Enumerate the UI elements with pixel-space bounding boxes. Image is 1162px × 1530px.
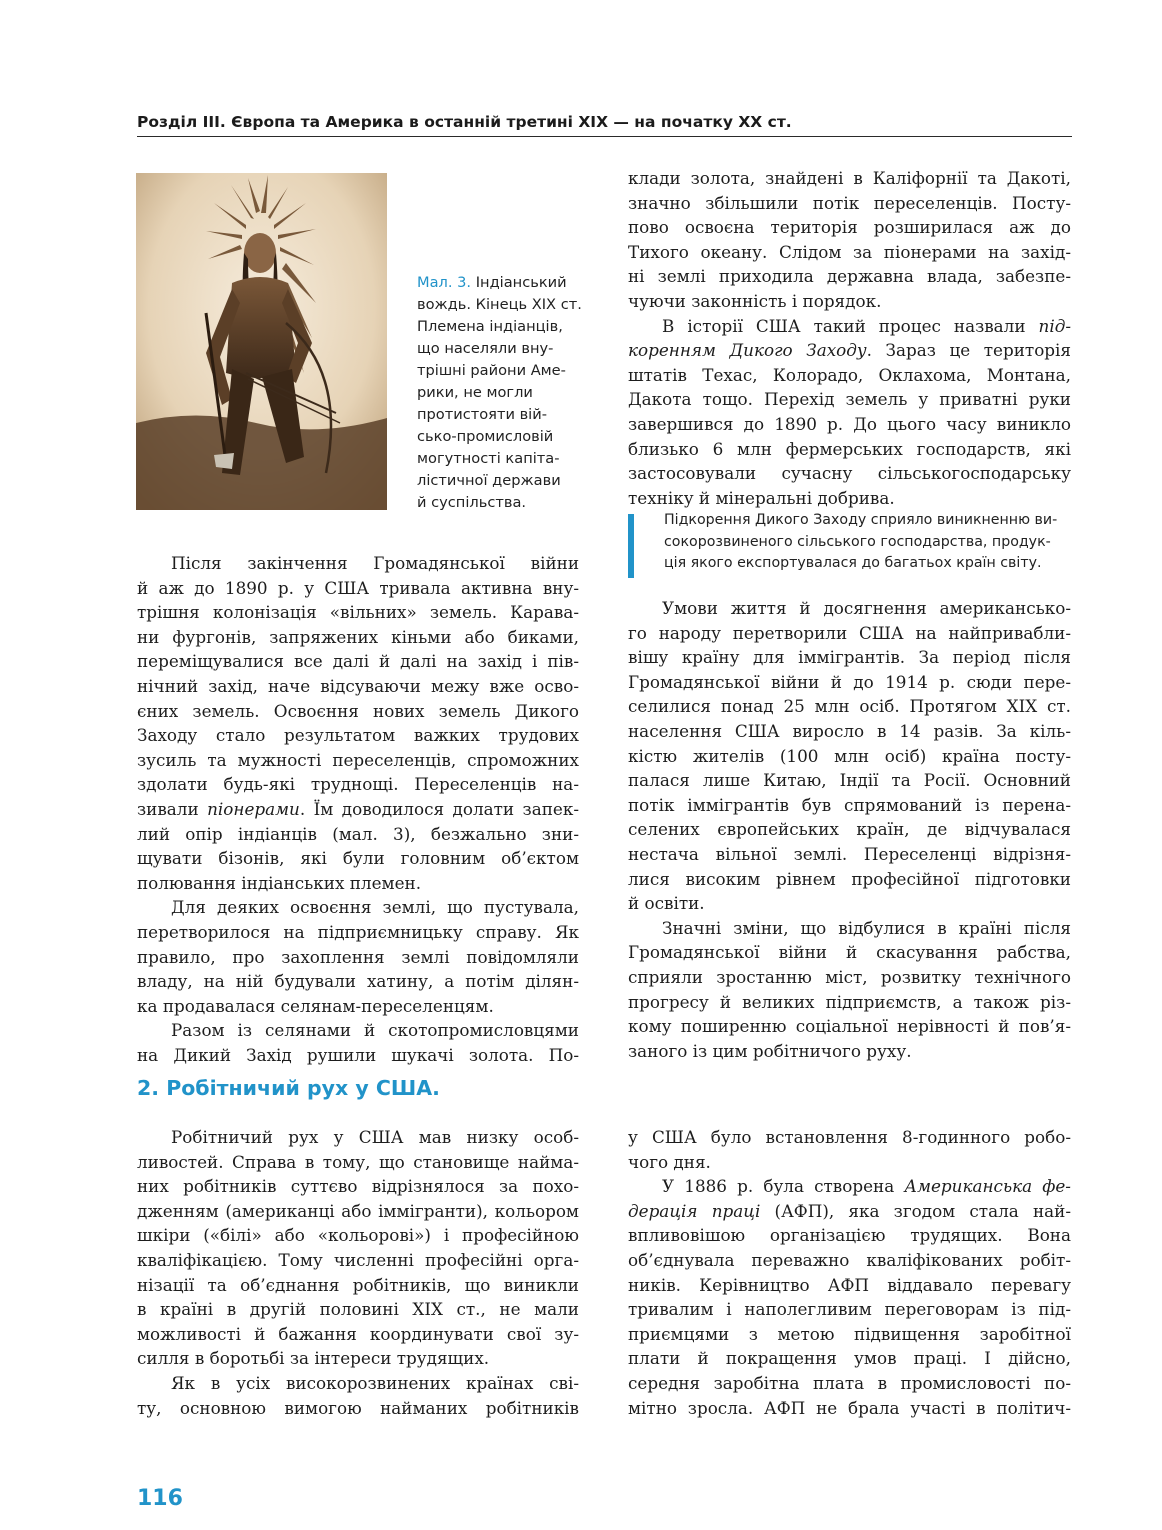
- text-line: й освіти.: [628, 893, 705, 914]
- caption-line: трішні райони Аме-: [417, 362, 566, 379]
- text-line: Після закінчення Громадянської війни: [171, 553, 579, 573]
- text-line: пово освоєна територія розширилася аж до: [628, 217, 1071, 238]
- text-line: ка продавалася селянам-переселенцям.: [137, 995, 494, 1016]
- header-rule: [137, 136, 1072, 137]
- text-line: єних земель. Освоєння нових земель Дикого: [137, 700, 579, 721]
- text-line: ливостей. Справа в тому, що становище найма-: [137, 1151, 579, 1172]
- caption-line: вождь. Кінець XIX ст.: [417, 296, 582, 313]
- text-line: переміщувалися все далі й далі на захід і пів-: [137, 651, 579, 672]
- text-line: трішня колонізація «вільних» земель. Карава-: [137, 602, 579, 623]
- left-column-top: [137, 551, 579, 1067]
- italic-term: коренням Дикого Заходу: [628, 340, 867, 361]
- text-line: щувати бізонів, які були головним об’єктом: [137, 848, 579, 869]
- note-line: Підкорення Дикого Заходу сприяло виникненню ви-: [664, 512, 1058, 528]
- text-line: Значні зміни, що відбулися в країні після: [662, 917, 1071, 938]
- text-line: ни фургонів, запряжених кіньми або биками,: [137, 626, 579, 647]
- text-line: чого дня.: [628, 1151, 711, 1172]
- text-line: палася лише Китаю, Індії та Росії. Основний: [628, 770, 1071, 791]
- text-line: прогресу й великих підприємств, а також різ-: [628, 991, 1071, 1012]
- page-number: 116: [137, 1486, 183, 1511]
- text-line: зивали піонерами. Їм доводилося долати запек-: [137, 798, 579, 819]
- note-line: сокорозвиненого сільського господарства, продук-: [664, 533, 1051, 550]
- text-line: кому поширенню соціальної нерівності й пов’я-: [628, 1016, 1071, 1037]
- text-line: Заходу стало результатом важких трудових: [137, 725, 579, 746]
- text-line: Громадянської війни й до 1914 р. сюди пере-: [628, 671, 1071, 692]
- text-line: ників. Керівництво АФП віддавало перевагу: [628, 1274, 1071, 1295]
- text-line: Тихого океану. Слідом за піонерами на захід-: [628, 241, 1071, 262]
- text-line: й аж до 1890 р. у США тривала активна вну-: [137, 577, 579, 598]
- text-line: здолати будь-які труднощі. Переселенців на-: [137, 774, 579, 795]
- caption-line: що населяли вну-: [417, 340, 554, 357]
- text-line: кваліфікацією. Тому численні професійні орга-: [137, 1249, 579, 1270]
- note-text: [664, 510, 1078, 575]
- note-accent-bar: [628, 514, 634, 578]
- italic-term: під-: [1038, 315, 1071, 336]
- text-line: дженням (американці або іммігранти), кольором: [137, 1200, 579, 1221]
- right-column-bottom: [628, 1125, 1071, 1420]
- text-line: лий опір індіанців (мал. 3), безжально зни-: [137, 823, 579, 844]
- text-line: в країні в другій половині XIX ст., не мали: [137, 1299, 579, 1320]
- text-line: населення США виросло в 14 разів. За кіль-: [628, 720, 1071, 741]
- text-line: приємцями з метою підвищення заробітної: [628, 1323, 1071, 1344]
- text-line: У 1886 р. була створена Американська фе-: [662, 1176, 1071, 1197]
- text-line: дерація праці (АФП), яка згодом стала най-: [628, 1200, 1071, 1221]
- text-line: ту, основною вимогою найманих робітників: [137, 1397, 579, 1418]
- text-line: значно збільшили потік переселенців. Посту-: [628, 192, 1071, 213]
- text-line: чуючи законність і порядок.: [628, 290, 882, 311]
- text-line: зусиль та мужності переселенців, спроможних: [137, 749, 579, 770]
- right-column-top: [628, 166, 1071, 510]
- text-line: тривалим і наполегливим переговорам із під-: [628, 1299, 1071, 1320]
- text-line: застосовували сучасну сільськогосподарську: [628, 463, 1071, 484]
- text-line: лися високим рівнем професійної підготовки: [628, 868, 1071, 889]
- text-line: го народу перетворили США на найпривабли-: [628, 622, 1071, 643]
- text-line: сприяли зростанню міст, розвитку технічного: [628, 966, 1071, 987]
- text-line: нічний захід, наче відсуваючи межу вже осво-: [137, 675, 579, 696]
- text-line: об’єднувала переважно кваліфікованих робіт-: [628, 1249, 1071, 1270]
- text-line: селених європейських країн, де відчувалася: [628, 819, 1071, 840]
- caption-line: рики, не могли: [417, 384, 533, 401]
- text-line: нестача вільної землі. Переселенці відрізня-: [628, 843, 1071, 864]
- text-line: на Дикий Захід рушили шукачі золота. По-: [137, 1044, 579, 1065]
- text-line: плати й покращення умов праці. І дійсно,: [628, 1348, 1071, 1369]
- text-line: В історії США такий процес назвали під-: [662, 315, 1071, 336]
- text-line: вішу країну для іммігрантів. За період після: [628, 647, 1071, 668]
- text-line: близько 6 млн фермерських господарств, які: [628, 438, 1071, 459]
- text-line: клади золота, знайдені в Каліфорнії та Дакоті,: [628, 168, 1071, 188]
- text-line: заного із цим робітничого руху.: [628, 1040, 912, 1061]
- text-line: нізації та об’єднання робітників, що виникли: [137, 1274, 579, 1295]
- text-line: у США було встановлення 8-годинного робо-: [628, 1127, 1071, 1147]
- text-line: Дакота тощо. Перехід земель у приватні руки: [628, 389, 1071, 410]
- running-header: Розділ III. Європа та Америка в останній третині XIX — на початку XX ст.: [137, 113, 792, 131]
- note-line: ція якого експортувалася до багатьох країн світу.: [664, 555, 1042, 571]
- text-line: силля в боротьбі за інтереси трудящих.: [137, 1348, 490, 1369]
- text-line: ні землі приходила державна влада, забезпе-: [628, 266, 1071, 287]
- text-line: Як в усіх високорозвинених країнах сві-: [171, 1372, 579, 1393]
- text-line: Робітничий рух у США мав низку особ-: [171, 1127, 579, 1147]
- text-line: полювання індіанських племен.: [137, 872, 422, 893]
- caption-line: сько-промисловій: [417, 428, 554, 445]
- caption-line: й суспільства.: [417, 494, 527, 511]
- chief-portrait-photo: [136, 173, 387, 510]
- caption-line: могутності капіта-: [417, 450, 560, 467]
- text-line: завершився до 1890 р. До цього часу виникло: [628, 413, 1071, 434]
- text-line: Для деяких освоєння землі, що пустувала,: [171, 897, 579, 918]
- text-line: кістю жителів (100 млн осіб) країна посту-: [628, 745, 1071, 766]
- text-line: техніку й мінеральні добрива.: [628, 487, 895, 508]
- text-line: можливості й бажання координувати свої зу-: [137, 1323, 579, 1344]
- text-line: правило, про захоплення землі повідомляли: [137, 946, 579, 967]
- text-line: впливовішою організацією трудящих. Вона: [628, 1225, 1071, 1246]
- text-line: перетворилося на підприємницьку справу. Як: [137, 921, 579, 942]
- left-column-bottom: [137, 1125, 579, 1420]
- text-line: Умови життя й досягнення американсько-: [662, 598, 1071, 618]
- figure-caption: Мал. 3. Індіанський вождь. Кінець XIX ст. Племена індіанців, що населяли вну- трішні райони Аме- рики, не могли протистояти вій- сько-промисловій могутності капіта- лістичної держави й суспільства.: [417, 272, 592, 514]
- italic-term: Американська фе-: [904, 1176, 1071, 1197]
- section-heading: 2. Робітничий рух у США.: [137, 1076, 440, 1100]
- text-line: владу, на ній будували хатину, а потім ділян-: [137, 971, 579, 992]
- italic-term: дерація праці: [628, 1200, 761, 1221]
- text-line: Громадянської війни й скасування рабства,: [628, 942, 1071, 963]
- text-line: середня заробітна плата в промисловості по-: [628, 1372, 1071, 1393]
- italic-term: піонерами: [207, 798, 300, 819]
- text-line: селилися понад 25 млн осіб. Протягом XIX ст.: [628, 696, 1071, 717]
- caption-line: Племена індіанців,: [417, 318, 563, 335]
- right-column-middle: [628, 596, 1071, 1063]
- text-line: штатів Техас, Колорадо, Оклахома, Монтана,: [628, 364, 1071, 385]
- text-line: мітно зросла. АФП не брала участі в політич-: [628, 1397, 1071, 1418]
- text-line: потік іммігрантів був спрямований із перена-: [628, 794, 1071, 815]
- text-line: них робітників суттєво відрізнялося за похо-: [137, 1176, 579, 1197]
- text-line: Разом із селянами й скотопромисловцями: [171, 1020, 579, 1041]
- text-line: коренням Дикого Заходу. Зараз це територія: [628, 340, 1071, 361]
- caption-line: протистояти вій-: [417, 406, 547, 423]
- caption-line: лістичної держави: [417, 472, 561, 489]
- text-line: шкіри («білі» або «кольорові») і професійною: [137, 1225, 579, 1246]
- figure-label: Мал. 3.: [417, 274, 472, 291]
